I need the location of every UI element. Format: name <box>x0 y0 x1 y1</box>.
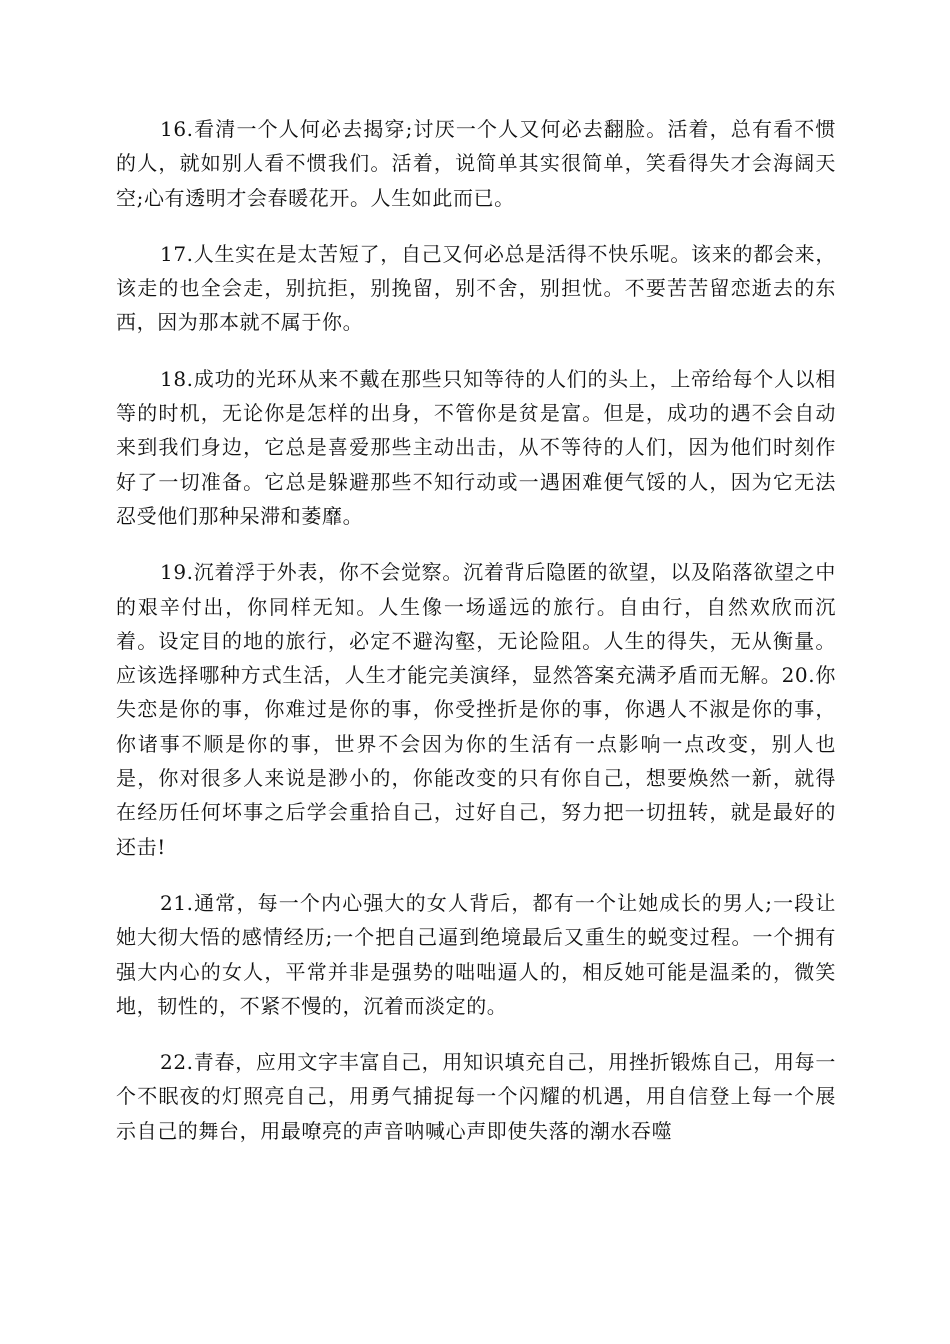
paragraph-22: 22.青春，应用文字丰富自己，用知识填充自己，用挫折锻炼自己，用每一个不眠夜的灯照亮自己，用勇气捕捉每一个闪耀的机遇，用自信登上每一个展示自己的舞台，用最嘹亮的声音呐喊心声即使失落的潮水吞噬 <box>116 1050 836 1143</box>
paragraph-16: 16.看清一个人何必去揭穿;讨厌一个人又何必去翻脸。活着，总有看不惯的人，就如别人看不惯我们。活着，说简单其实很简单，笑看得失才会海阔天空;心有透明才会春暖花开。人生如此而已。 <box>116 117 836 210</box>
paragraph-18: 18.成功的光环从来不戴在那些只知等待的人们的头上，上帝给每个人以相等的时机，无论你是怎样的出身，不管你是贫是富。但是，成功的遇不会自动来到我们身边，它总是喜爱那些主动出击，从不等待的人们，因为他们时刻作好了一切准备。它总是躲避那些不知行动或一遇困难便气馁的人，因为它无法忍受他们那种呆滞和萎靡。 <box>116 366 836 528</box>
paragraph-19-20: 19.沉着浮于外表，你不会觉察。沉着背后隐匿的欲望，以及陷落欲望之中的艰辛付出，你同样无知。人生像一场遥远的旅行。自由行，自然欢欣而沉着。设定目的地的旅行，必定不避沟壑，无论险阻。人生的得失，无从衡量。应该选择哪种方式生活，人生才能完美演绎，显然答案充满矛盾而无解。20.你失恋是你的事，你难过是你的事，你受挫折是你的事，你遇人不淑是你的事，你诸事不顺是你的事，世界不会因为你的生活有一点影响一点改变，别人也是，你对很多人来说是渺小的，你能改变的只有你自己，想要焕然一新，就得在经历任何坏事之后学会重拾自己，过好自己，努力把一切扭转，就是最好的还击! <box>116 560 836 859</box>
paragraph-17: 17.人生实在是太苦短了，自己又何必总是活得不快乐呢。该来的都会来，该走的也全会走，别抗拒，别挽留，别不舍，别担忧。不要苦苦留恋逝去的东西，因为那本就不属于你。 <box>116 241 836 335</box>
paragraph-21: 21.通常，每一个内心强大的女人背后，都有一个让她成长的男人;一段让她大彻大悟的感情经历;一个把自己逼到绝境最后又重生的蜕变过程。一个拥有强大内心的女人，平常并非是强势的咄咄逼人的，相反她可能是温柔的，微笑地，韧性的，不紧不慢的，沉着而淡定的。 <box>116 890 836 1018</box>
document-body <box>116 112 836 1148</box>
